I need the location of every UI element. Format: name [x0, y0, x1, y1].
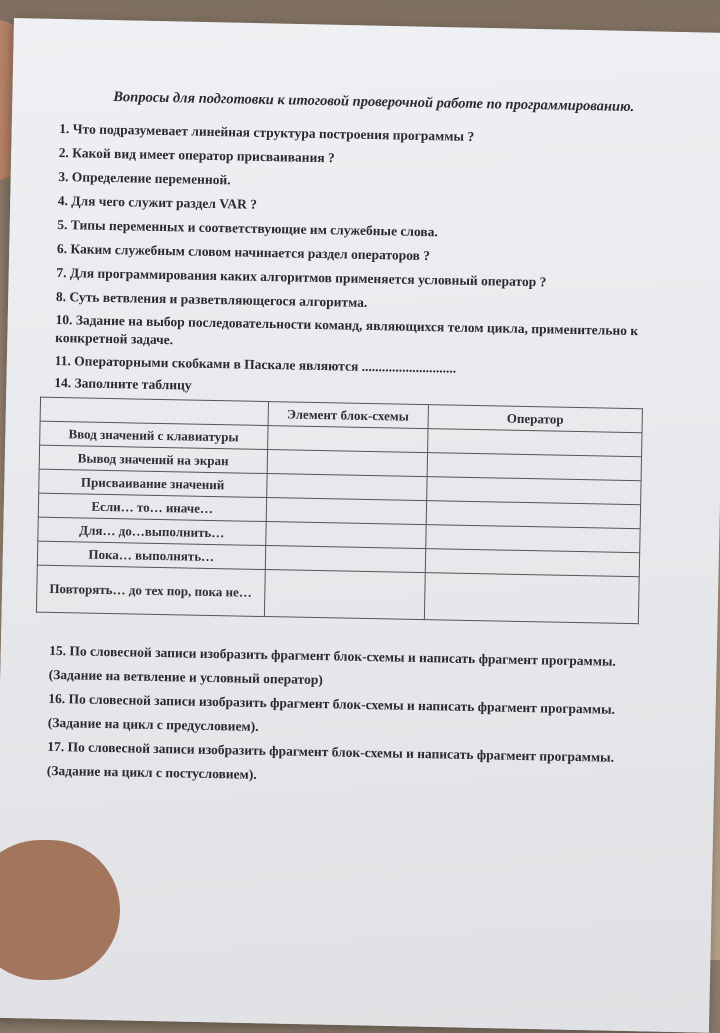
task-16-line2: (Задание на цикл с предусловием). — [47, 714, 259, 734]
table-empty-cell — [267, 450, 428, 477]
table-row-label: Для… до…выполнить… — [38, 517, 266, 545]
table-empty-cell — [264, 570, 425, 620]
task-17-line2: (Задание на цикл с постусловием). — [46, 762, 257, 782]
question-10: 10. Задание на выбор последовательности команд, являющихся телом цикла, применительно к конкретной задаче. — [55, 311, 639, 348]
question-1: 1. Что подразумевает линейная структура построения программы ? — [59, 120, 475, 144]
question-6: 6. Каким служебным словом начинается раздел операторов ? — [56, 240, 431, 264]
table-empty-cell — [265, 522, 426, 549]
table-task-heading: 14. Заполните таблицу — [54, 374, 192, 393]
table-empty-cell — [266, 498, 427, 525]
table-row-label: Присваивание значений — [39, 469, 267, 497]
table-empty-cell — [265, 546, 426, 573]
table-header-cell: Оператор — [428, 405, 643, 433]
table-empty-cell — [266, 474, 427, 501]
table-row-label: Вывод значений на экран — [39, 445, 267, 473]
question-3: 3. Определение переменной. — [58, 168, 231, 188]
table-row-label: Ввод значений с клавиатуры — [40, 421, 268, 449]
question-11: 11. Операторными скобками в Паскале являются ............................ — [54, 352, 457, 376]
table-empty-cell — [424, 573, 639, 624]
question-4: 4. Для чего служит раздел VAR ? — [57, 192, 258, 212]
question-5: 5. Типы переменных и соответствующие им служебные слова. — [57, 216, 438, 240]
task-15-line2: (Задание на ветвление и условный оператор) — [48, 666, 324, 688]
table-row-label: Повторять… до тех пор, пока не… — [36, 565, 264, 616]
table-row-label: Если… то… иначе… — [38, 493, 266, 521]
question-7: 7. Для программирования каких алгоритмов применяется условный оператор ? — [56, 264, 547, 290]
task-16-line1: 16. По словесной записи изобразить фрагмент блок-схемы и написать фрагмент программы. — [48, 690, 616, 717]
question-8: 8. Суть ветвления и разветвляющегося алгоритма. — [55, 288, 368, 310]
question-2: 2. Какой вид имеет оператор присваивания ? — [58, 144, 335, 166]
table-row-label: Пока… выполнять… — [37, 541, 265, 569]
table-empty-cell — [267, 426, 428, 453]
table-header-cell: Элемент блок-схемы — [268, 402, 429, 429]
document-content — [47, 88, 670, 797]
fill-in-table — [36, 397, 643, 625]
task-17-line1: 17. По словесной записи изобразить фрагмент блок-схемы и написать фрагмент программы. — [47, 738, 615, 765]
document-title: Вопросы для подготовки к итоговой проверочной работе по программированию. — [113, 89, 635, 116]
task-15-line1: 15. По словесной записи изобразить фрагмент блок-схемы и написать фрагмент программы. — [49, 642, 617, 669]
